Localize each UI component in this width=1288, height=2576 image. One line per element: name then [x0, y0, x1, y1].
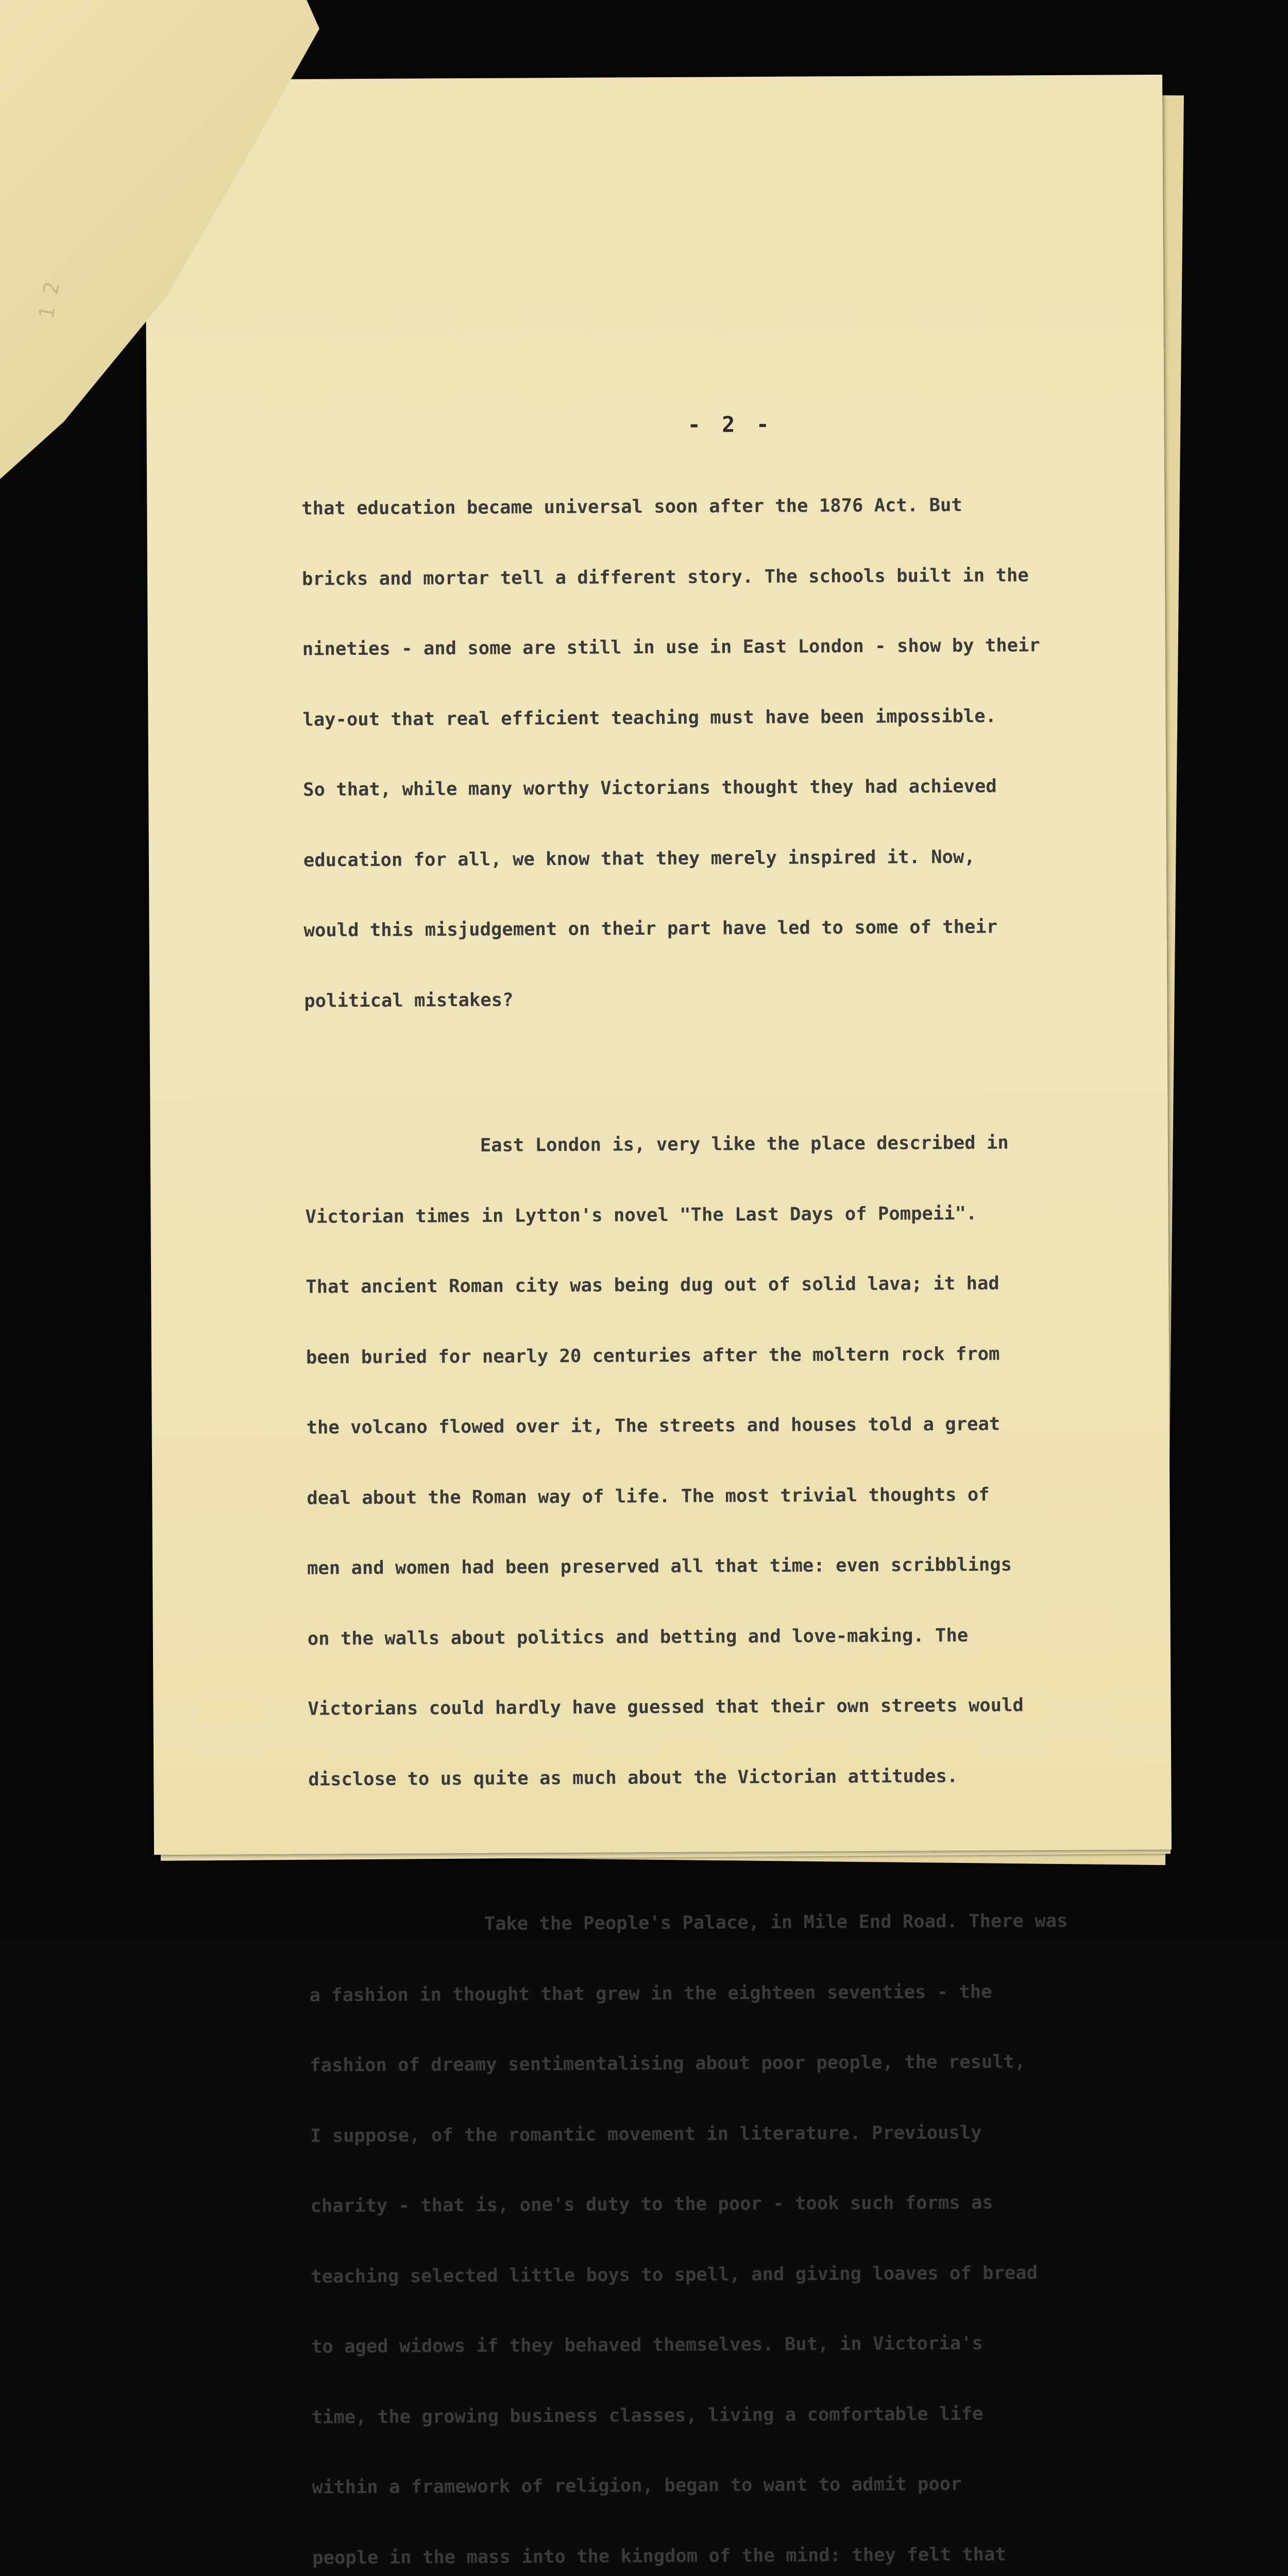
text-line: Victorian times in Lytton's novel "The Last Days of Pompeii". — [305, 1202, 977, 1228]
text-line: East London is, very like the place described in — [480, 1132, 1009, 1156]
text-line: So that, while many worthy Victorians thought they had achieved — [303, 775, 997, 801]
text-line: on the walls about politics and betting and love-making. The — [307, 1624, 969, 1650]
text-line: bricks and mortar tell a different story. The schools built in the — [301, 564, 1029, 590]
text-line: That ancient Roman city was being dug out of solid lava; it had — [306, 1273, 999, 1298]
text-line: disclose to us quite as much about the Victorian attitudes. — [308, 1765, 958, 1790]
text-line: men and women had been preserved all that time: even scribblings — [307, 1554, 1012, 1579]
text-line: to aged widows if they behaved themselves. But, in Victoria's — [311, 2332, 983, 2358]
typescript-body — [301, 445, 1247, 2576]
text-line: people in the mass into the kingdom of the mind: they felt that — [312, 2544, 1006, 2569]
text-line: teaching selected little boys to spell, and giving loaves of bread — [311, 2262, 1038, 2287]
text-line: deal about the Roman way of life. The most trivial thoughts of — [307, 1484, 990, 1509]
page-number: - 2 - — [687, 411, 774, 437]
text-line: been buried for nearly 20 centuries after the moltern rock from — [306, 1343, 1000, 1368]
paragraph-2 — [304, 1083, 1231, 1838]
fold-faint-mark: 1 2 — [35, 280, 65, 321]
text-line: charity - that is, one's duty to the poor - took such forms as — [310, 2192, 993, 2217]
text-line: I suppose, of the romantic movement in literature. Previously — [310, 2122, 982, 2147]
text-line: nineties - and some are still in use in East London - show by their — [302, 635, 1040, 660]
typescript-page — [145, 75, 1172, 2569]
paragraph-1 — [301, 445, 1227, 1059]
text-line: lay-out that real efficient teaching must have been impossible. — [302, 705, 997, 731]
text-line: political mistakes? — [304, 989, 514, 1012]
text-line: education for all, we know that they merely inspired it. Now, — [303, 846, 975, 871]
text-line: fashion of dreamy sentimentalising about poor people, the result, — [310, 2051, 1026, 2076]
text-line: a fashion in thought that grew in the eighteen seventies - the — [309, 1981, 992, 2006]
text-line: that education became universal soon after the 1876 Act. But — [301, 494, 962, 519]
text-line: Take the People's Palace, in Mile End Road. There was — [484, 1910, 1068, 1935]
text-line: Victorians could hardly have guessed that their own streets would — [308, 1694, 1024, 1720]
text-line: within a framework of religion, began to want to admit poor — [312, 2473, 962, 2498]
text-line: time, the growing business classes, living a comfortable life — [311, 2403, 984, 2428]
paragraph-3 — [309, 1861, 1239, 2576]
text-line: would this misjudgement on their part have led to some of their — [303, 916, 998, 941]
text-line: the volcano flowed over it, The streets and houses told a great — [306, 1413, 1001, 1438]
